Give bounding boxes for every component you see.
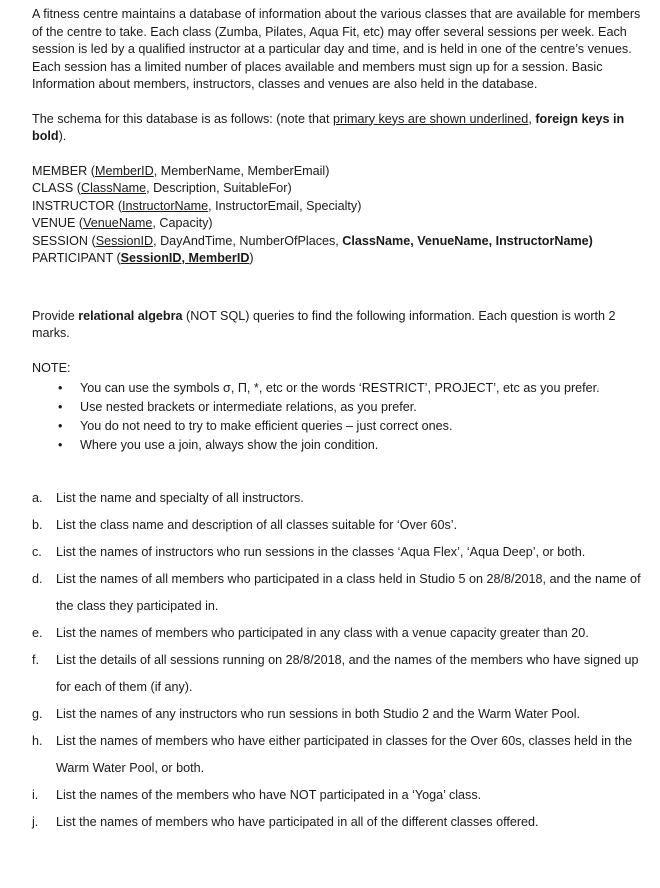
pk-venue: VenueName xyxy=(83,216,153,230)
task-bold: relational algebra xyxy=(78,308,183,323)
question-text: List the details of all sessions running on 28/8/2018, and the names of the members who have signed up for each of them (if any). xyxy=(56,653,639,694)
question-text: List the names of all members who participated in a class held in Studio 5 on 28/8/2018, and the name of the class they participated in. xyxy=(56,572,641,613)
questions-list xyxy=(32,485,646,836)
question-text: List the names of members who have participated in all of the different classes offered. xyxy=(56,815,539,829)
schema-intro xyxy=(32,111,646,146)
bullet-icon: • xyxy=(58,400,63,414)
question-text: List the names of members who have either participated in classes for the Over 60s, classes held in the Warm Water Pool, or both. xyxy=(56,734,633,775)
question-item xyxy=(32,728,646,782)
question-text: List the names of any instructors who run sessions in both Studio 2 and the Warm Water Pool. xyxy=(56,707,581,721)
schema-block xyxy=(32,163,646,268)
note-item: • Where you use a join, always show the join condition. xyxy=(32,436,646,455)
schema-intro-before: The schema for this database is as follows: (note that xyxy=(32,111,334,126)
question-text: List the names of members who participated in any class with a venue capacity greater than 20. xyxy=(56,626,589,640)
schema-intro-underlined: primary keys are shown underlined xyxy=(333,111,529,126)
question-letter: j. xyxy=(32,815,39,829)
fk-session: ClassName, VenueName, InstructorName) xyxy=(342,233,593,248)
schema-venue: VENUE (VenueName, Capacity) xyxy=(32,216,213,230)
schema-intro-after: ). xyxy=(58,129,67,143)
question-item xyxy=(32,539,646,566)
question-letter: d. xyxy=(32,572,43,586)
question-item xyxy=(32,782,646,809)
note-item: • You can use the symbols σ, Π, *, etc or the words ‘RESTRICT’, PROJECT’, etc as you prefer. xyxy=(32,379,646,398)
schema-class: CLASS (ClassName, Description, SuitableFor) xyxy=(32,181,292,195)
question-item xyxy=(32,809,646,836)
question-letter: a. xyxy=(32,491,43,505)
question-text: List the names of the members who have NOT participated in a ‘Yoga’ class. xyxy=(56,788,482,802)
pk-member: MemberID xyxy=(94,163,154,178)
note-heading: NOTE: xyxy=(32,360,71,375)
intro-paragraph: A fitness centre maintains a database of information about the various classes that are available for members of the centre to take. Each class (Zumba, Pilates, Aqua Fit, etc) may offer several sessions per week. Each session is led by a qualified instructor at a particular day and time, and is held in one of the centre’s venues. Each session has a limited number of places available and members must sign up for a session. Basic Information about members, instructors, classes and venues are also held in the database. xyxy=(32,7,641,91)
question-letter: i. xyxy=(32,788,39,802)
question-item xyxy=(32,485,646,512)
schema-session: SESSION (SessionID, DayAndTime, NumberOfPlaces, ClassName, VenueName, InstructorName) xyxy=(32,233,593,248)
pk-class: ClassName xyxy=(81,181,147,195)
question-text: List the names of instructors who run sessions in the classes ‘Aqua Flex’, ‘Aqua Deep’, or both. xyxy=(56,545,586,559)
schema-instructor: INSTRUCTOR (InstructorName, InstructorEmail, Specialty) xyxy=(32,198,362,213)
question-letter: h. xyxy=(32,734,43,748)
bullet-icon: • xyxy=(58,438,63,452)
schema-intro-bold: foreign keys in bold xyxy=(32,111,625,143)
note-item: • Use nested brackets or intermediate relations, as you prefer. xyxy=(32,398,646,417)
bullet-icon: • xyxy=(58,419,63,433)
question-item xyxy=(32,512,646,539)
task-paragraph: Provide relational algebra (NOT SQL) queries to find the following information. Each question is worth 2 marks. xyxy=(32,308,616,340)
question-letter: e. xyxy=(32,626,43,640)
pk-participant: SessionID, MemberID xyxy=(120,251,250,265)
schema-member: MEMBER (MemberID, MemberName, MemberEmail) xyxy=(32,163,330,178)
question-letter: g. xyxy=(32,707,43,721)
question-letter: b. xyxy=(32,518,43,532)
pk-instructor: InstructorName xyxy=(122,198,209,213)
note-item: • You do not need to try to make efficient queries – just correct ones. xyxy=(32,417,646,436)
question-item xyxy=(32,701,646,728)
question-item xyxy=(32,647,646,701)
pk-session: SessionID xyxy=(95,233,154,248)
schema-intro-comma: , xyxy=(528,111,536,126)
question-text: List the name and specialty of all instructors. xyxy=(56,491,304,505)
question-text: List the class name and description of all classes suitable for ‘Over 60s’. xyxy=(56,518,458,532)
question-letter: c. xyxy=(32,545,42,559)
bullet-icon: • xyxy=(58,381,63,395)
question-item xyxy=(32,620,646,647)
schema-participant: PARTICIPANT (SessionID, MemberID) xyxy=(32,251,254,265)
notes-list xyxy=(32,379,646,455)
question-item xyxy=(32,566,646,620)
question-letter: f. xyxy=(32,653,39,667)
